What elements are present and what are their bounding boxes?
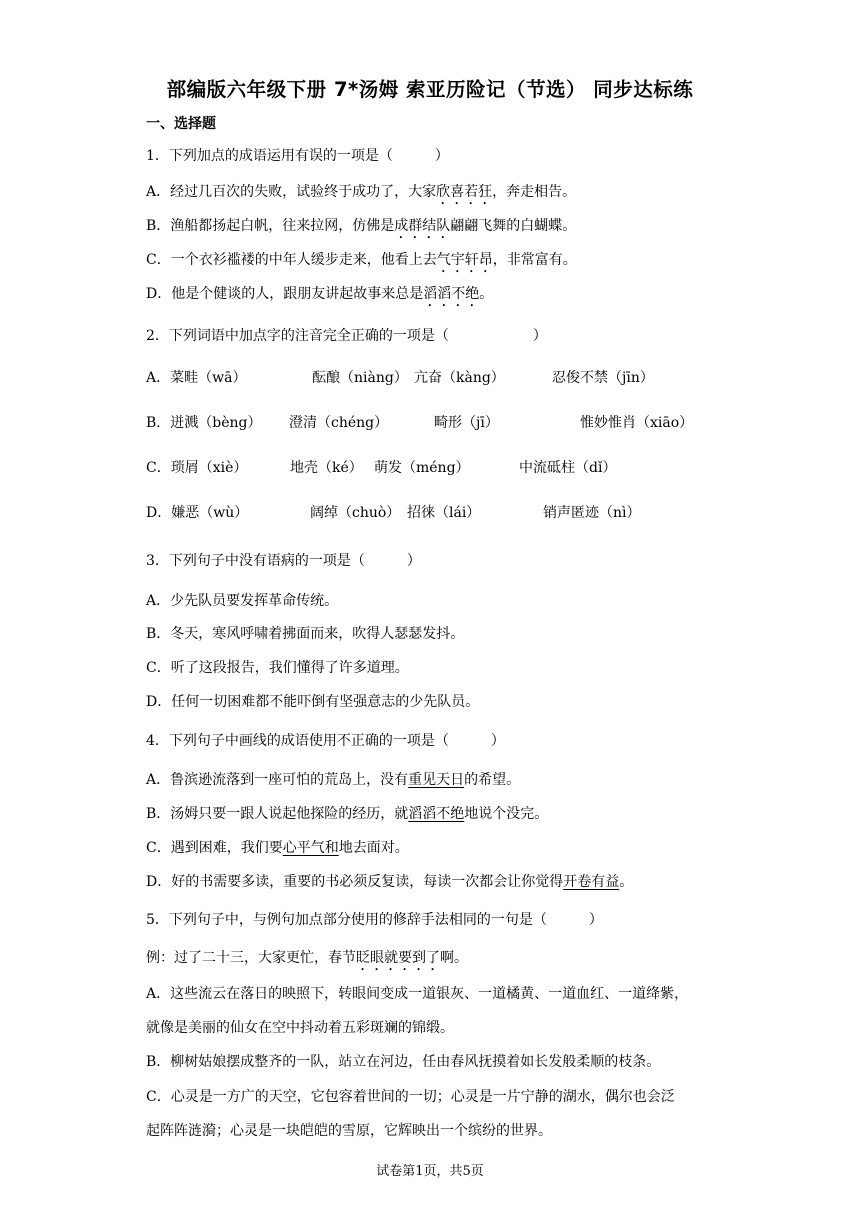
q4-option-d: D．好的书需要多读，重要的书必须反复读，每读一次都会让你觉得开卷有益。 [146, 874, 634, 890]
q2-b-2: 澄清（chéng） [289, 415, 389, 431]
q2-c-3: 萌发（méng） [374, 460, 470, 476]
q3-option-c: C．听了这段报告，我们懂得了许多道理。 [146, 660, 409, 676]
q2-a-3: 亢奋（kàng） [414, 370, 505, 386]
q5-option-c-line1: C．心灵是一方广的天空，它包容着世间的一切；心灵是一片宁静的湖水，偶尔也会泛 [146, 1089, 675, 1105]
q2-d-3: 招徕（lái） [407, 505, 481, 521]
q5-option-a-line1: A．这些流云在落日的映照下，转眼间变成一道银灰、一道橘黄、一道血红、一道绛紫， [146, 986, 689, 1002]
q5-stem: 5．下列句子中，与例句加点部分使用的修辞手法相同的一句是（ ） [146, 912, 603, 928]
q1-option-a: A．经过几百次的失败，试验终于成功了，大家欣喜若狂，奔走相告。 [146, 184, 577, 200]
q2-c-1: C．琐屑（xiè） [146, 460, 248, 476]
q5-option-b: B．柳树姑娘摆成整齐的一队，站立在河边，任由春风抚摸着如长发般柔顺的枝条。 [146, 1054, 661, 1070]
q2-a-1: A．菜畦（wā） [146, 370, 247, 386]
section-heading: 一、选择题 [146, 116, 216, 132]
q1-stem: 1．下列加点的成语运用有误的一项是（ ） [146, 148, 449, 164]
q3-stem: 3．下列句子中没有语病的一项是（ ） [146, 553, 421, 569]
q2-d-2: 阔绰（chuò） [310, 505, 401, 521]
q5-option-c-line2: 起阵阵涟漪；心灵是一块皑皑的雪原，它辉映出一个缤纷的世界。 [146, 1123, 552, 1139]
q4-stem: 4．下列句子中画线的成语使用不正确的一项是（ ） [146, 733, 505, 749]
q1-option-b: B．渔船都扬起白帆，往来拉网，仿佛是成群结队翩翩飞舞的白蝴蝶。 [146, 218, 577, 234]
q2-b-1: B．迸溅（bèng） [146, 415, 262, 431]
q3-option-a: A．少先队员要发挥革命传统。 [146, 593, 339, 609]
q4-option-a: A．鲁滨逊流落到一座可怕的荒岛上，没有重见天日的希望。 [146, 772, 521, 788]
q1-option-d: D．他是个健谈的人，跟朋友讲起故事来总是滔滔不绝。 [146, 286, 494, 302]
q1-option-c: C．一个衣衫褴褛的中年人缓步走来，他看上去气宇轩昂，非常富有。 [146, 252, 577, 268]
q3-option-d: D．任何一切困难都不能吓倒有坚强意志的少先队员。 [146, 694, 480, 710]
q5-example: 例：过了二十三，大家更忙，春节眨眼就要到了啊。 [146, 950, 468, 966]
q4-option-c: C．遇到困难，我们要心平气和地去面对。 [146, 840, 409, 856]
q2-c-2: 地壳（ké） [290, 460, 363, 476]
q4-option-b: B．汤姆只要一跟人说起他探险的经历，就滔滔不绝地说个没完。 [146, 806, 549, 822]
q2-stem: 2．下列词语中加点字的注音完全正确的一项是（ ） [146, 328, 547, 344]
q2-a-4: 忍俊不禁（jīn） [552, 370, 654, 386]
q2-d-4: 销声匿迹（nì） [543, 505, 641, 521]
page-title: 部编版六年级下册 7*汤姆 索亚历险记（节选） 同步达标练 [166, 78, 694, 101]
q5-option-a-line2: 就像是美丽的仙女在空中抖动着五彩斑斓的锦缎。 [146, 1020, 454, 1036]
q2-d-1: D．嫌恶（wù） [146, 505, 249, 521]
q2-b-3: 畸形（jī） [434, 415, 499, 431]
q2-c-4: 中流砥柱（dǐ） [519, 460, 617, 476]
page-footer: 试卷第1页，共5页 [376, 1164, 484, 1179]
q3-option-b: B．冬天，寒风呼啸着拂面而来，吹得人瑟瑟发抖。 [146, 626, 465, 642]
q2-a-2: 酝酿（niàng） [312, 370, 408, 386]
q2-b-4: 惟妙惟肖（xiāo） [580, 415, 694, 431]
